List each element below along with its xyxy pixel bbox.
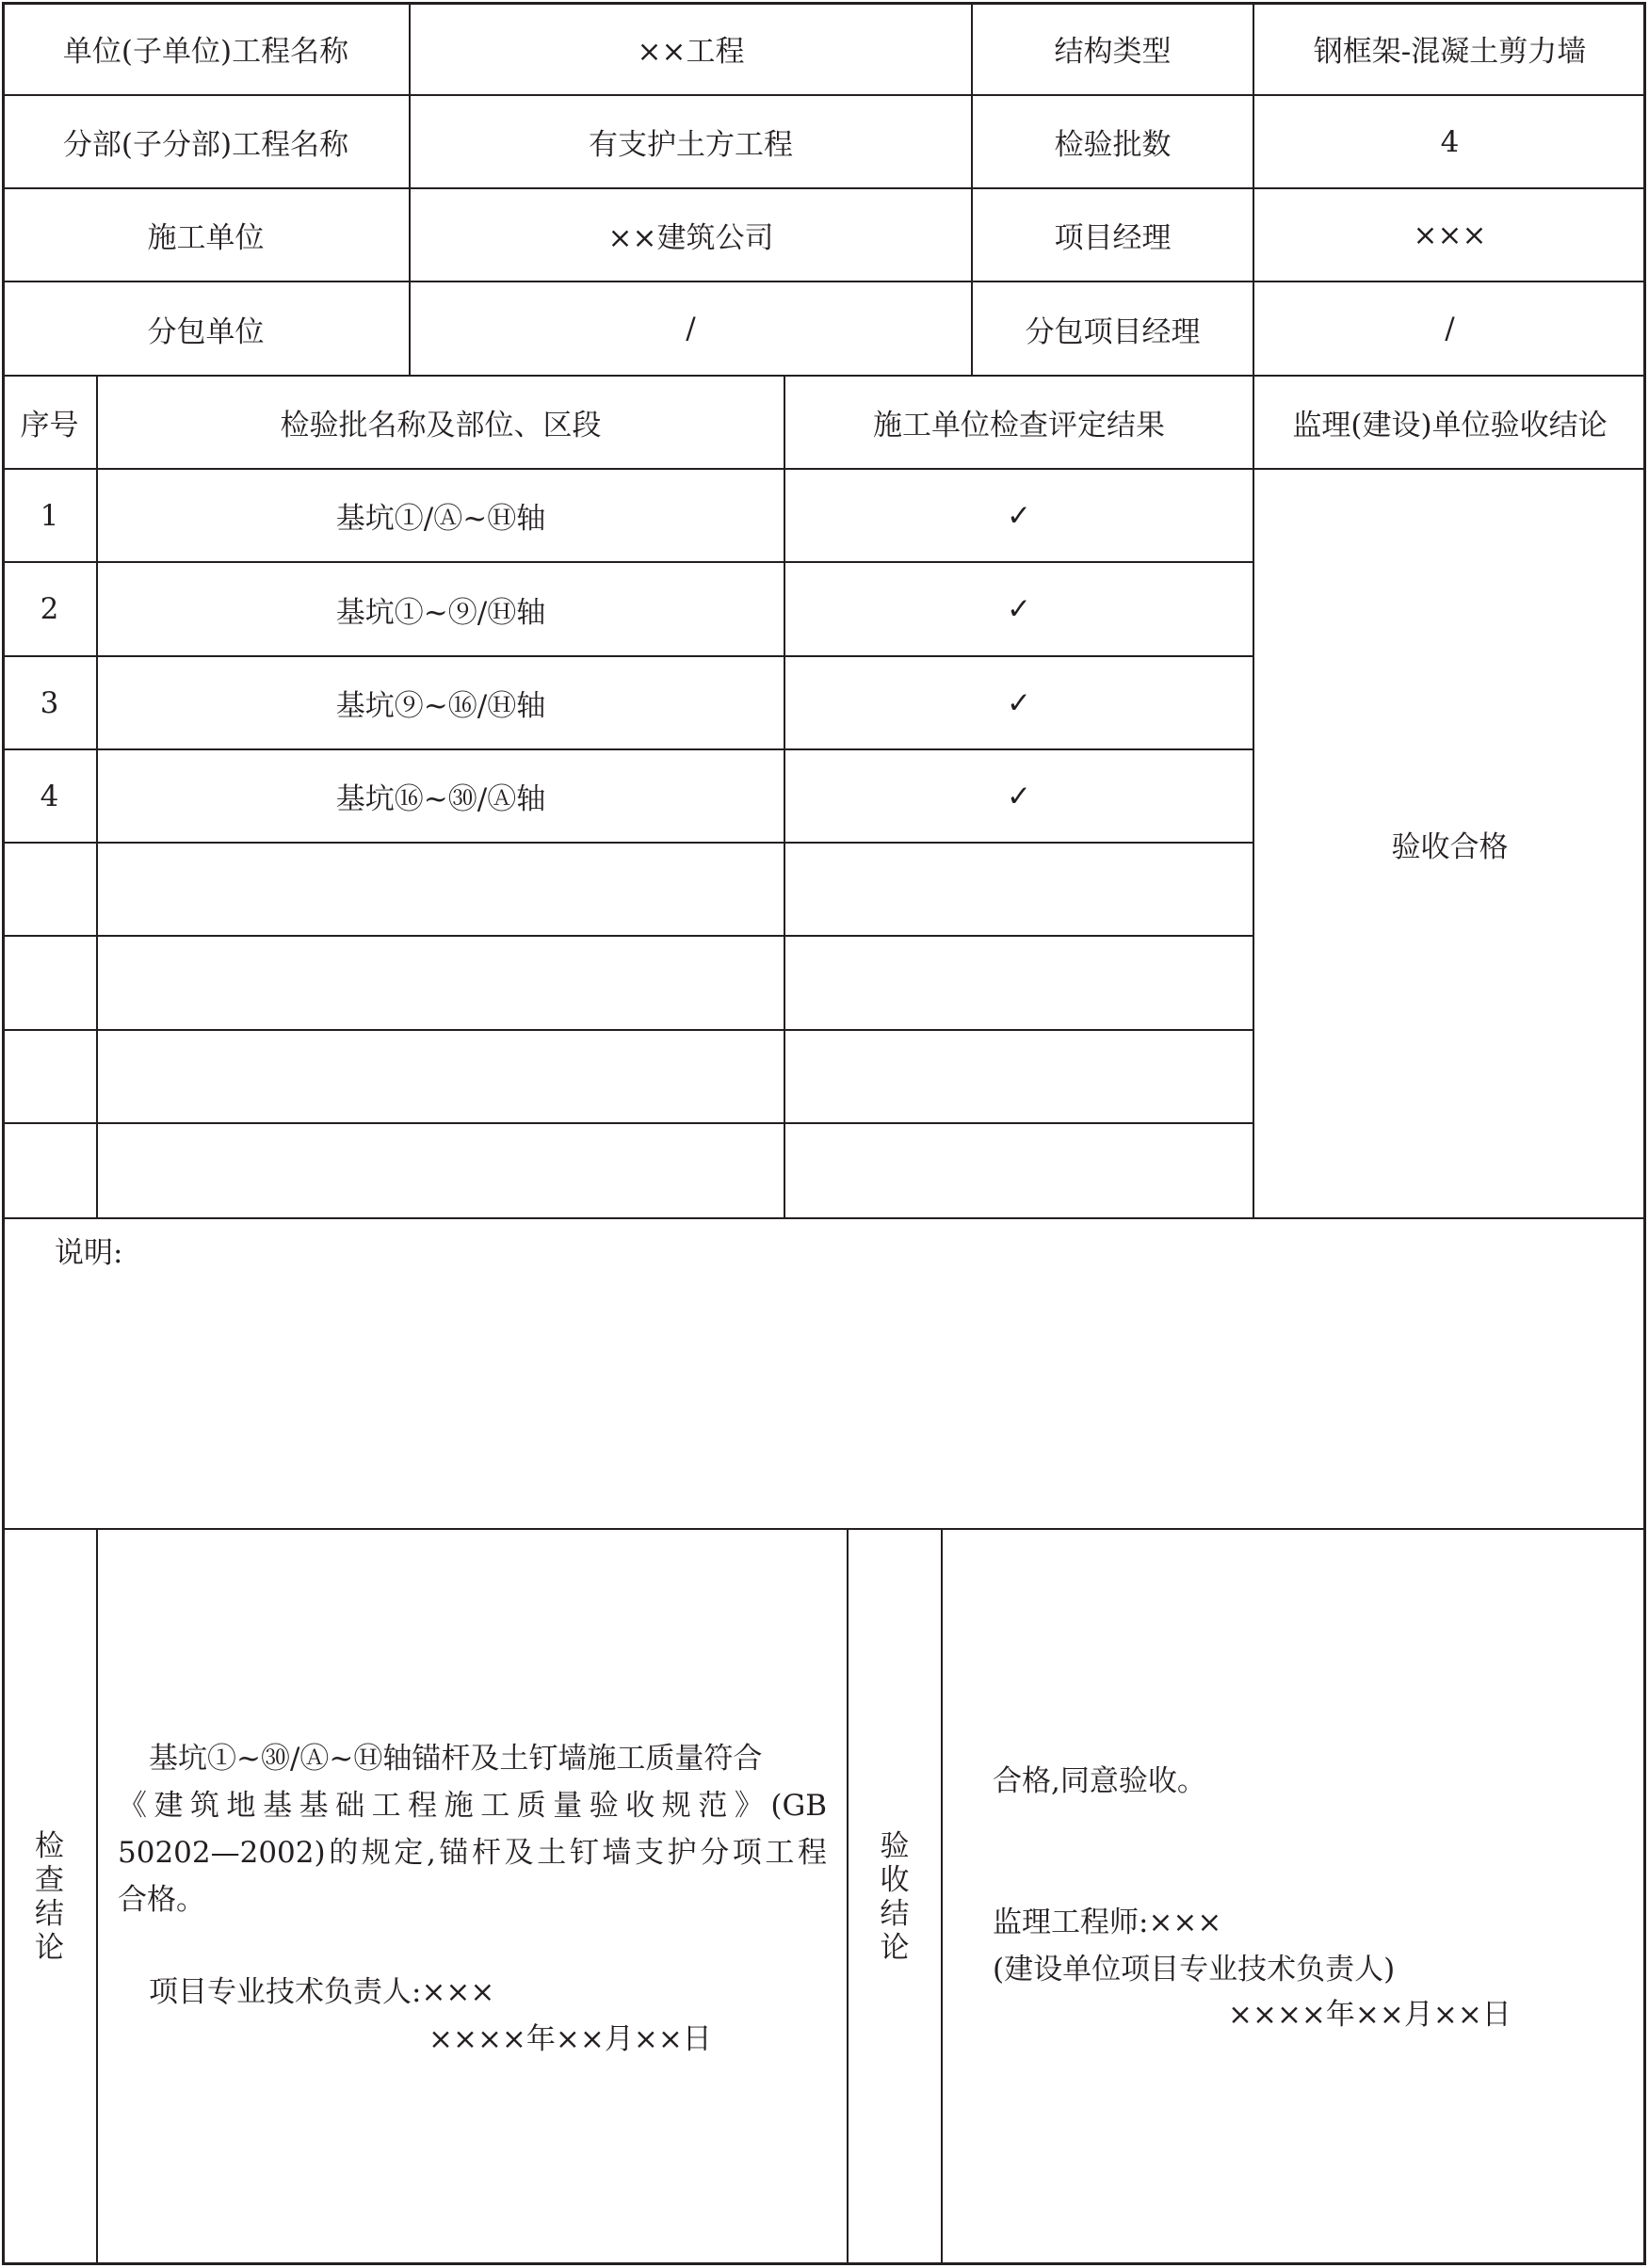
row-4-check-icon: ✓ (1007, 779, 1031, 813)
construction-unit-value: ××建筑公司 (607, 221, 774, 255)
row-2-name: 基坑①~⑨/Ⓗ轴 (335, 595, 546, 630)
project-manager-label: 项目经理 (1054, 221, 1172, 255)
row-2-check-icon: ✓ (1007, 592, 1031, 626)
acceptance-conclusion-label: 验 收 结 论 (880, 1829, 910, 1965)
construction-unit-label: 施工单位 (147, 221, 265, 255)
unit-project-value: ××工程 (637, 35, 745, 69)
inspection-date: ××××年××月××日 (428, 2022, 712, 2056)
form-border (2, 2, 1646, 2265)
row-3-no: 3 (40, 685, 59, 720)
row-4-name: 基坑⑯~㉚/Ⓐ轴 (335, 782, 546, 816)
acceptance-date: ××××年××月××日 (1228, 1998, 1512, 2032)
subcontractor-label: 分包单位 (147, 314, 265, 349)
col-header-supervision: 监理(建设)单位验收结论 (1292, 409, 1608, 442)
row-3-check-icon: ✓ (1007, 685, 1031, 720)
structure-type-label: 结构类型 (1054, 35, 1172, 69)
acceptance-builder-note: (建设单位项目专业技术负责人) (993, 1953, 1396, 1987)
acceptance-record-form (2, 2, 1646, 2265)
inspection-responsible: 项目专业技术负责人:××× (149, 1975, 495, 2009)
row-3-name: 基坑⑨~⑯/Ⓗ轴 (335, 689, 546, 723)
batch-count-label: 检验批数 (1054, 128, 1172, 162)
row-1-name: 基坑①/Ⓐ~Ⓗ轴 (335, 502, 546, 536)
acceptance-engineer: 监理工程师:××× (993, 1906, 1222, 1939)
sub-manager-value: / (1445, 312, 1455, 346)
col-header-result: 施工单位检查评定结果 (873, 409, 1165, 442)
row-4-no: 4 (40, 779, 59, 813)
acceptance-text: 合格,同意验收。 (993, 1764, 1206, 1798)
inspection-line-2: 《建筑地基基础工程施工质量验收规范》(GB (118, 1789, 827, 1823)
subcontractor-value: / (686, 312, 696, 346)
sub-manager-label: 分包项目经理 (1025, 314, 1201, 349)
sub-division-value: 有支护土方工程 (589, 128, 793, 162)
project-manager-value: ××× (1413, 217, 1487, 252)
inspection-line-4: 合格。 (118, 1883, 205, 1917)
inspection-conclusion-label: 检 查 结 论 (35, 1829, 64, 1965)
unit-project-label: 单位(子单位)工程名称 (62, 35, 349, 69)
row-1-check-icon: ✓ (1007, 498, 1031, 533)
col-header-name: 检验批名称及部位、区段 (280, 409, 602, 442)
row-2-no: 2 (40, 592, 59, 626)
batch-count-value: 4 (1440, 124, 1460, 159)
inspection-line-1: 基坑①~㉚/Ⓐ~Ⓗ轴锚杆及土钉墙施工质量符合 (149, 1742, 763, 1776)
sub-division-label: 分部(子分部)工程名称 (62, 128, 349, 162)
supervision-conclusion: 验收合格 (1391, 829, 1509, 864)
structure-type-value: 钢框架-混凝土剪力墙 (1313, 35, 1587, 69)
notes-label: 说明: (55, 1236, 123, 1270)
col-header-no: 序号 (20, 409, 79, 442)
row-1-no: 1 (40, 498, 59, 533)
inspection-line-3: 50202—2002)的规定,锚杆及土钉墙支护分项工程 (118, 1836, 827, 1870)
